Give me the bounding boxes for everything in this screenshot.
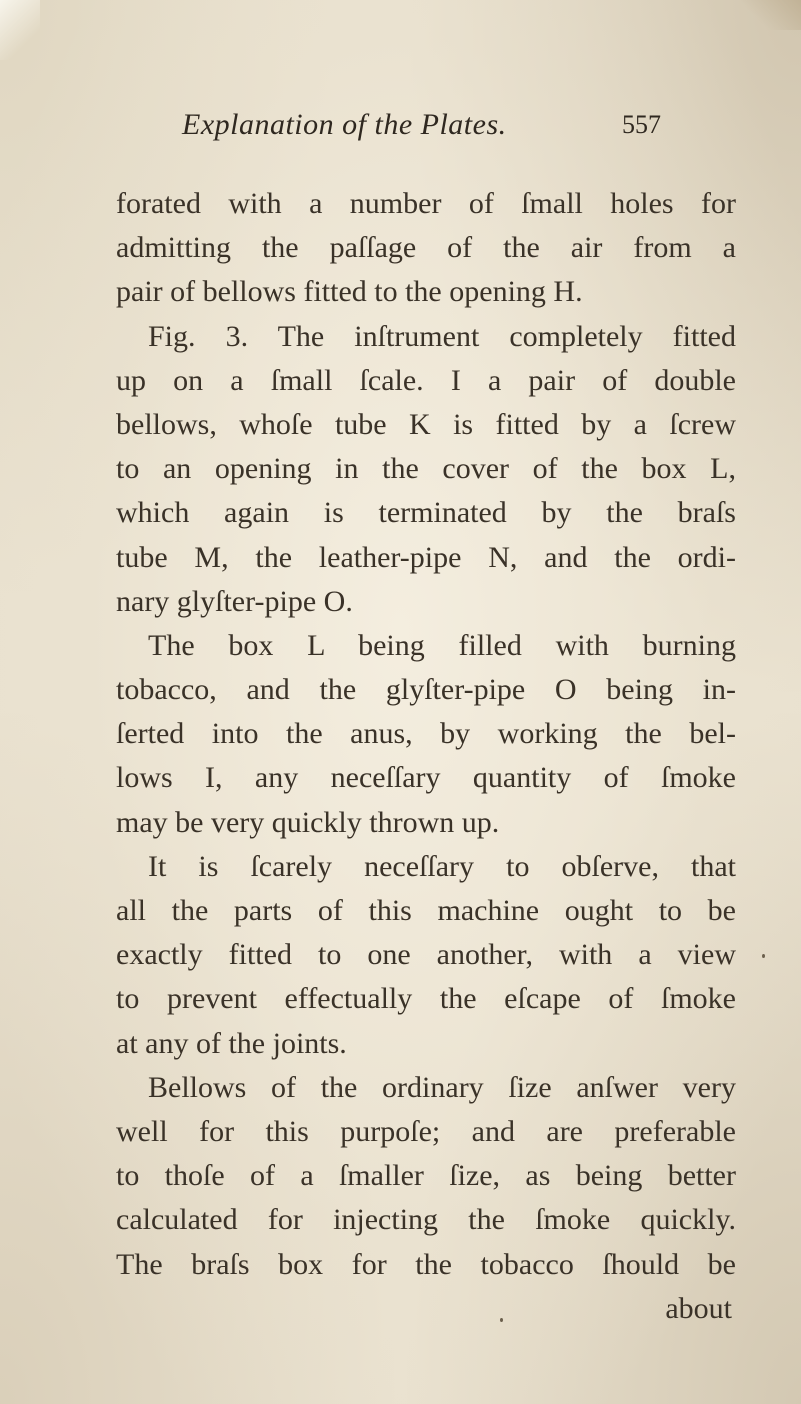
- text-line: to thoſe of a ſmaller ſize, as being better: [116, 1159, 736, 1193]
- catchword: about: [665, 1291, 732, 1325]
- text-line: may be very quickly thrown up.: [116, 805, 500, 839]
- page-corner-highlight: [0, 0, 40, 60]
- text-line: It is ſcarely neceſſary to obſerve, that: [148, 849, 736, 883]
- running-title: Explanation of the Plates.: [182, 108, 507, 141]
- text-line: to an opening in the cover of the box L,: [116, 452, 736, 486]
- text-line: well for this purpoſe; and are preferable: [116, 1114, 736, 1148]
- text-line: tobacco, and the glyſter-pipe O being in-: [116, 673, 736, 707]
- text-line: up on a ſmall ſcale. I a pair of double: [116, 363, 736, 397]
- text-line: ſerted into the anus, by working the bel-: [116, 717, 736, 751]
- text-line: tube M, the leather-pipe N, and the ordi-: [116, 540, 736, 574]
- page-header: [0, 108, 801, 158]
- text-line: which again is terminated by the braſs: [116, 496, 736, 530]
- text-line: The box L being filled with burning: [148, 628, 736, 662]
- text-line: to prevent effectually the eſcape of ſmoke: [116, 982, 736, 1016]
- text-line: nary glyſter-pipe O.: [116, 584, 353, 618]
- page-corner-shadow: [741, 0, 801, 30]
- text-line: forated with a number of ſmall holes for: [116, 187, 736, 220]
- ink-speck: [500, 1318, 503, 1322]
- text-line: Fig. 3. The inſtrument completely fitted: [148, 319, 736, 353]
- ink-speck: [762, 954, 765, 958]
- text-line: pair of bellows fitted to the opening H.: [116, 275, 583, 309]
- text-line: admitting the paſſage of the air from a: [116, 231, 736, 265]
- text-line: The braſs box for the tobacco ſhould be: [116, 1247, 736, 1281]
- text-line: exactly fitted to one another, with a view: [116, 938, 736, 972]
- text-line: at any of the joints.: [116, 1026, 347, 1060]
- page-number: 557: [622, 110, 661, 139]
- body-text: [116, 182, 736, 1331]
- text-line: all the parts of this machine ought to be: [116, 894, 736, 927]
- text-line: calculated for injecting the ſmoke quickly.: [116, 1203, 736, 1237]
- text-line: Bellows of the ordinary ſize anſwer very: [148, 1070, 736, 1104]
- text-line: bellows, whoſe tube K is fitted by a ſcrew: [116, 407, 736, 441]
- text-line: lows I, any neceſſary quantity of ſmoke: [116, 761, 736, 795]
